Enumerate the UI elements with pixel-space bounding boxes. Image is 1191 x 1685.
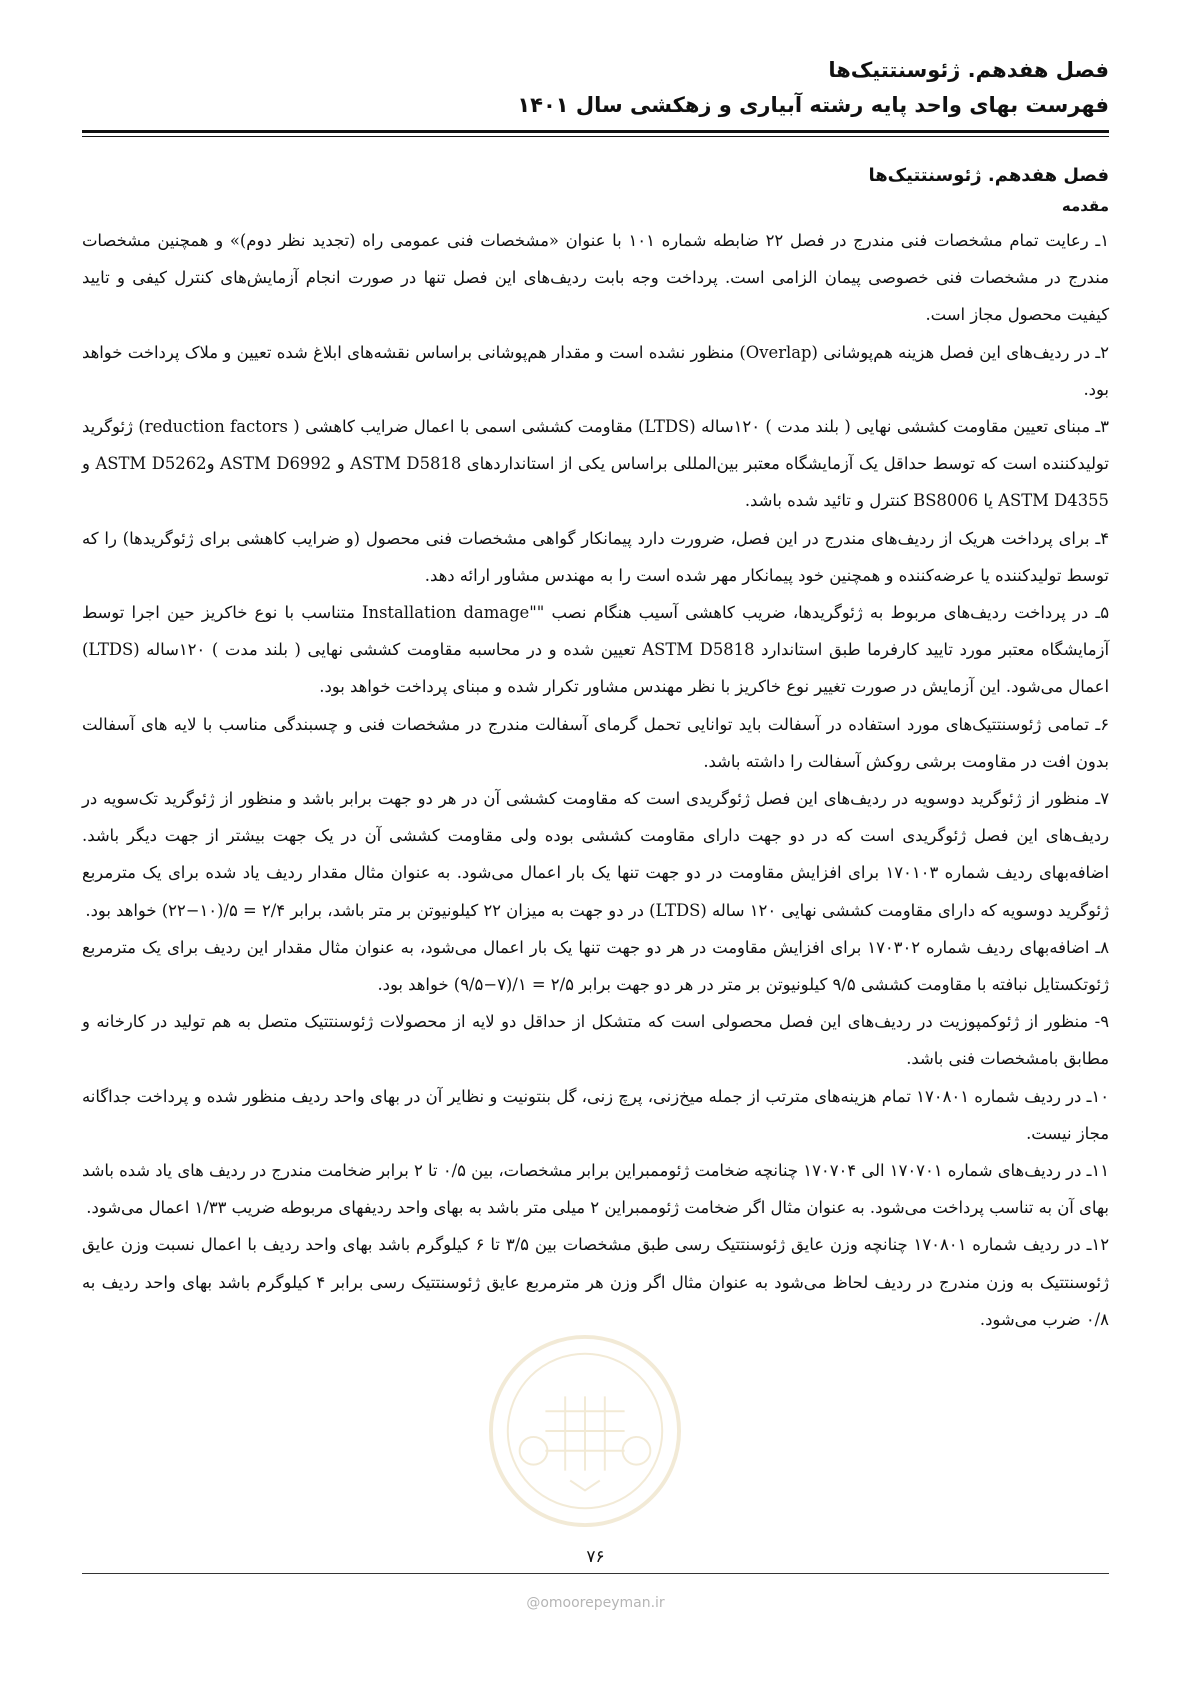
watermark-seal-icon [486, 1332, 684, 1530]
paragraph-2: ۲ـ در ردیف‌های این فصل هزینه هم‌پوشانی (Overlap) منظور نشده است و مقدار هم‌پوشانی براساس نقشه‌های ابلاغ شده تعیین و ملاک پرداخت خواهد بود. [82, 342, 1109, 399]
footer-rule [82, 1573, 1109, 1574]
paragraph-11: ۱۱ـ در ردیف‌های شماره ۱۷۰۷۰۱ الی ۱۷۰۷۰۴ چنانچه ضخامت ژئوممبراین برابر مشخصات، بین ۰/۵ تا ۲ برابر ضخامت مندرج در ردیف های یاد شده باشد بهای آن به تناسب پرداخت می‌شود. به عنوان مثال اگر ضخامت ژئوممبراین ۲ میلی متر باشد به بهای واحد ردیفهای مربوطه ضریب ۱/۳۳ اعمال می‌شود. [82, 1161, 1109, 1218]
paragraph-3: ۳ـ مبنای تعیین مقاومت کششی نهایی ( بلند مدت ) ۱۲۰ساله (LTDS) مقاومت کششی اسمی با اعمال ضرایب کاهشی ( reduction factors) ژئوگرید تولیدکننده است که توسط حداقل یک آزمایشگاه معتبر بین‌المللی براساس یکی از استانداردهای ASTM D5818 و ASTM D6992 وASTM D5262 و ASTM D4355 یا BS8006 کنترل و تائید شده باشد. [82, 417, 1109, 511]
paragraph-7: ۷ـ منظور از ژئوگرید دوسویه در ردیف‌های این فصل ژئوگریدی است که مقاومت کششی آن در هر دو جهت برابر باشد و منظور از ژئوگرید تک‌سویه در ردیف‌های این فصل ژئوگریدی است که در دو جهت دارای مقاومت کششی بوده ولی مقاومت کششی آن در یک جهت بیشتر از جهت دیگر باشد. اضافه‌بهای ردیف شماره ۱۷۰۱۰۳ برای افزایش مقاومت در دو جهت تنها یک بار اعمال می‌شود. به عنوان مثال مقدار ردیف یاد شده برای یک مترمربع ژئوگرید دوسویه که دارای مقاومت کششی نهایی ۱۲۰ ساله (LTDS) در دو جهت به میزان ۲۲ کیلونیوتن بر متر باشد، برابر ۲/۴ = ۵/(۱۰−۲۲) خواهد بود. [82, 789, 1109, 920]
paragraph-9: ۹- منظور از ژئوکمپوزیت در ردیف‌های این فصل محصولی است که متشکل از حداقل دو لایه از محصولات ژئوسنتتیک متصل به هم تولید در کارخانه و مطابق بامشخصات فنی باشد. [82, 1012, 1109, 1069]
header-rule-thick [82, 130, 1109, 133]
page-number: ۷۶ [586, 1547, 605, 1567]
paragraph-5: ۵ـ در پرداخت ردیف‌های مربوط به ژئوگریدها، ضریب کاهشی آسیب هنگام نصب ""Installation damage متناسب با نوع خاکریز حین اجرا توسط آزمایشگاه معتبر مورد تایید کارفرما طبق استاندارد ASTM D5818 تعیین شده و در محاسبه مقاومت کششی نهایی ( بلند مدت ) ۱۲۰ساله (LTDS) اعمال می‌شود. این آزمایش در صورت تغییر نوع خاکریز با نظر مهندس مشاور تکرار شده و مبنای پرداخت خواهد بود. [82, 603, 1109, 697]
page-content [82, 160, 1109, 1338]
watermark-text: @omoorepeyman.ir [526, 1595, 665, 1611]
paragraph-8: ۸ـ اضافه‌بهای ردیف شماره ۱۷۰۳۰۲ برای افزایش مقاومت در هر دو جهت تنها یک بار اعمال می‌شود، به عنوان مثال مقدار این ردیف برای یک مترمربع ژئوتکستایل نبافته با مقاومت کششی ۹/۵ کیلونیوتن بر متر در هر دو جهت برابر ۲/۵ = ۱/(۷−۹/۵) خواهد بود. [82, 937, 1110, 995]
paragraph-1: ۱ـ رعایت تمام مشخصات فنی مندرج در فصل ۲۲ ضابطه شماره ۱۰۱ با عنوان «مشخصات فنی عمومی راه (تجدید نظر دوم)» و همچنین مشخصات مندرج در مشخصات فنی خصوصی پیمان الزامی است. پرداخت وجه بابت ردیف‌های این فصل تنها در صورت انجام آزمایش‌های کنترل کیفی و تایید کیفیت محصول مجاز است. [82, 231, 1110, 325]
section-subtitle: مقدمه [1061, 197, 1109, 215]
page-header [82, 52, 1109, 122]
header-rule-thin [82, 136, 1109, 137]
paragraph-6: ۶ـ تمامی ژئوسنتتیک‌های مورد استفاده در آسفالت باید توانایی تحمل گرمای آسفالت مندرج در مشخصات فنی و چسبندگی مناسب با لایه های آسفالت بدون افت در مقاومت برشی روکش آسفالت را داشته باشد. [82, 714, 1109, 771]
header-chapter-title: فصل هفدهم. ژئوسنتتیک‌ها [828, 58, 1109, 82]
paragraph-10: ۱۰ـ در ردیف شماره ۱۷۰۸۰۱ تمام هزینه‌های مترتب از جمله میخ‌زنی، پرچ زنی، گل بنتونیت و نظایر آن در بهای واحد ردیف منظور شده و پرداخت جداگانه مجاز نیست. [82, 1086, 1109, 1143]
paragraph-4: ۴ـ برای پرداخت هریک از ردیف‌های مندرج در این فصل، ضرورت دارد پیمانکار گواهی مشخصات فنی محصول (و ضرایب کاهشی برای ژئوگریدها) را که توسط تولیدکننده یا عرضه‌کننده و همچنین خود پیمانکار مهر شده است را به مهندس مشاور ارائه دهد. [82, 528, 1109, 585]
section-title: فصل هفدهم. ژئوسنتتیک‌ها [868, 165, 1109, 186]
header-catalog-title: فهرست بهای واحد پایه رشته آبیاری و زهکشی سال ۱۴۰۱ [517, 93, 1109, 117]
paragraph-12: ۱۲ـ در ردیف شماره ۱۷۰۸۰۱ چنانچه وزن عایق ژئوسنتتیک رسی طبق مشخصات بین ۳/۵ تا ۶ کیلوگرم باشد بهای واحد ردیف با اعمال نسبت وزن عایق ژئوسنتتیک به وزن مندرج در ردیف لحاظ می‌شود به عنوان مثال اگر وزن هر مترمربع عایق ژئوسنتتیک رسی برابر ۴ کیلوگرم باشد بهای واحد ردیف به ۰/۸ ضرب می‌شود. [82, 1235, 1109, 1329]
